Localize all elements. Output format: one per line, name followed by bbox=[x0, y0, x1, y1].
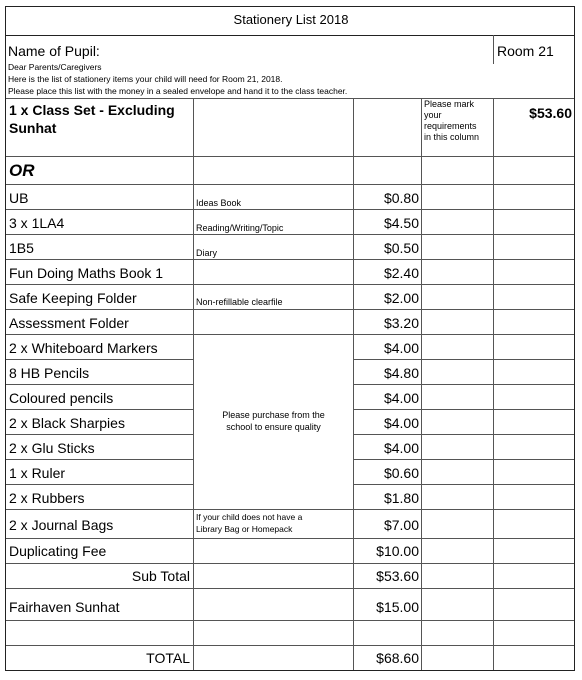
rule bbox=[353, 359, 575, 360]
item-name: Fun Doing Maths Book 1 bbox=[9, 265, 164, 281]
rule bbox=[5, 588, 575, 589]
item-price: $2.00 bbox=[383, 290, 419, 306]
total-price: $68.60 bbox=[376, 650, 419, 666]
item-name: 1 x Ruler bbox=[9, 465, 66, 481]
item-name: 2 x Glu Sticks bbox=[9, 440, 95, 456]
item-price: $2.40 bbox=[383, 265, 419, 281]
rule bbox=[5, 284, 575, 285]
rule bbox=[5, 334, 575, 335]
item-note: Diary bbox=[196, 248, 218, 258]
rule bbox=[5, 359, 193, 360]
item-price: $3.20 bbox=[383, 315, 419, 331]
rule bbox=[353, 98, 354, 670]
rule bbox=[353, 484, 575, 485]
school-note: Please purchase from the bbox=[222, 410, 325, 420]
item-name: Duplicating Fee bbox=[9, 543, 107, 559]
sunhat-label: Fairhaven Sunhat bbox=[9, 599, 120, 615]
item-name: 8 HB Pencils bbox=[9, 365, 90, 381]
rule bbox=[5, 259, 575, 260]
item-price: $4.00 bbox=[383, 415, 419, 431]
rule bbox=[5, 670, 575, 671]
mark-note: your bbox=[424, 110, 442, 120]
item-name: 2 x Whiteboard Markers bbox=[9, 340, 158, 356]
total-label: TOTAL bbox=[146, 650, 190, 666]
rule bbox=[5, 645, 575, 646]
rule bbox=[493, 35, 494, 64]
rule bbox=[5, 434, 193, 435]
rule bbox=[5, 156, 575, 157]
subtotal-label: Sub Total bbox=[131, 568, 190, 584]
item-price: $4.50 bbox=[383, 215, 419, 231]
intro-text: Here is the list of stationery items your child will need for Room 21, 2018. bbox=[8, 74, 283, 84]
item-price: $10.00 bbox=[376, 543, 419, 559]
mark-note: Please mark bbox=[424, 99, 475, 109]
rule bbox=[5, 234, 575, 235]
rule bbox=[5, 309, 575, 310]
rule bbox=[5, 98, 575, 99]
library-note: If your child does not have a bbox=[196, 512, 303, 522]
rule bbox=[5, 563, 575, 564]
item-price: $1.80 bbox=[383, 490, 419, 506]
item-note: Reading/Writing/Topic bbox=[196, 223, 284, 233]
item-name: 2 x Journal Bags bbox=[9, 517, 114, 533]
rule bbox=[5, 409, 193, 410]
rule bbox=[5, 620, 575, 621]
subtotal-price: $53.60 bbox=[376, 568, 419, 584]
class-set-label-2: Sunhat bbox=[9, 120, 57, 136]
rule bbox=[5, 509, 575, 510]
mark-note: requirements bbox=[424, 121, 477, 131]
rule bbox=[5, 184, 575, 185]
library-note: Library Bag or Homepack bbox=[196, 524, 293, 534]
sunhat-price: $15.00 bbox=[376, 599, 419, 615]
intro-greeting: Dear Parents/Caregivers bbox=[8, 62, 102, 72]
rule bbox=[5, 459, 193, 460]
item-price: $4.00 bbox=[383, 340, 419, 356]
item-name: 3 x 1LA4 bbox=[9, 215, 65, 231]
item-price: $0.60 bbox=[383, 465, 419, 481]
item-name: UB bbox=[9, 190, 29, 206]
rule bbox=[421, 98, 422, 670]
class-set-label: 1 x Class Set - Excluding bbox=[9, 102, 175, 118]
rule bbox=[574, 6, 575, 671]
pupil-name-label: Name of Pupil: bbox=[8, 43, 100, 59]
rule bbox=[193, 98, 194, 670]
page-title: Stationery List 2018 bbox=[233, 12, 349, 27]
item-price: $4.80 bbox=[383, 365, 419, 381]
school-note: school to ensure quality bbox=[226, 422, 321, 432]
rule bbox=[353, 434, 575, 435]
item-price: $4.00 bbox=[383, 390, 419, 406]
item-name: 2 x Rubbers bbox=[9, 490, 85, 506]
mark-note: in this column bbox=[424, 132, 480, 142]
rule bbox=[353, 409, 575, 410]
item-note: Non-refillable clearfile bbox=[196, 297, 283, 307]
item-price: $7.00 bbox=[383, 517, 419, 533]
item-price: $4.00 bbox=[383, 440, 419, 456]
item-note: Ideas Book bbox=[196, 198, 242, 208]
rule bbox=[5, 209, 575, 210]
rule bbox=[5, 484, 193, 485]
item-name: Assessment Folder bbox=[9, 315, 129, 331]
rule bbox=[5, 6, 575, 7]
rule bbox=[5, 538, 575, 539]
rule bbox=[493, 98, 494, 670]
item-price: $0.50 bbox=[383, 240, 419, 256]
room-label: Room 21 bbox=[497, 43, 554, 59]
item-name: Coloured pencils bbox=[9, 390, 114, 406]
rule bbox=[353, 459, 575, 460]
or-label: OR bbox=[9, 161, 35, 180]
item-name: Safe Keeping Folder bbox=[9, 290, 137, 306]
intro-instructions: Please place this list with the money in a sealed envelope and hand it to the class teacher. bbox=[8, 86, 348, 96]
class-set-price: $53.60 bbox=[529, 105, 572, 121]
rule bbox=[5, 384, 193, 385]
item-name: 1B5 bbox=[9, 240, 34, 256]
rule bbox=[5, 35, 575, 36]
item-name: 2 x Black Sharpies bbox=[9, 415, 125, 431]
rule bbox=[353, 384, 575, 385]
item-price: $0.80 bbox=[383, 190, 419, 206]
